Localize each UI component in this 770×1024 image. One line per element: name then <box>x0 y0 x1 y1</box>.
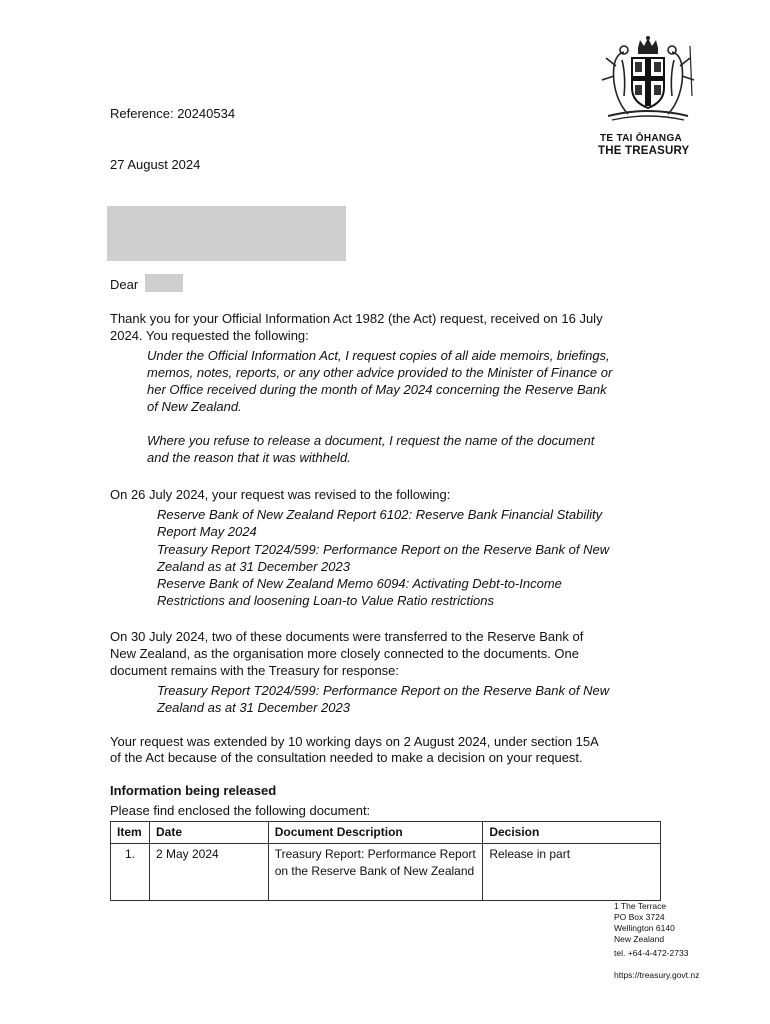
revised-document-line: Treasury Report T2024/599: Performance Report on the Reserve Bank of New <box>157 542 610 557</box>
coat-of-arms-logo <box>594 36 702 126</box>
table-row <box>111 844 661 901</box>
intro-paragraph-line: 2024. You requested the following: <box>110 328 309 343</box>
cell-description: Treasury Report: Performance Report on the Reserve Bank of New Zealand <box>268 844 483 901</box>
brand-name: THE TREASURY <box>598 145 690 157</box>
table-header-row <box>111 822 661 844</box>
cell-item: 1. <box>111 844 150 901</box>
extension-paragraph-line: Your request was extended by 10 working days on 2 August 2024, under section 15A <box>110 734 599 749</box>
revised-document-line: Zealand as at 31 December 2023 <box>157 559 350 574</box>
request-quote-line: and the reason that it was withheld. <box>147 450 351 465</box>
revised-document-line: Reserve Bank of New Zealand Report 6102: Reserve Bank Financial Stability <box>157 507 603 522</box>
extension-paragraph-line: of the Act because of the consultation needed to make a decision on your request. <box>110 750 583 765</box>
footer-address-line: New Zealand <box>614 934 665 944</box>
letter-date: 27 August 2024 <box>110 157 201 172</box>
cell-date: 2 May 2024 <box>149 844 268 901</box>
request-quote-line: of New Zealand. <box>147 399 242 414</box>
cell-decision: Release in part <box>483 844 661 901</box>
section-heading: Information being released <box>110 783 277 798</box>
brand-maori-name: TE TAI ŌHANGA <box>600 133 683 144</box>
revised-document-line: Restrictions and loosening Loan-to Value Ratio restrictions <box>157 593 494 608</box>
revised-request-paragraph: On 26 July 2024, your request was revised to the following: <box>110 487 451 502</box>
documents-table <box>110 821 661 901</box>
salutation: Dear <box>110 277 139 292</box>
column-header-date: Date <box>149 822 268 844</box>
remaining-document-line: Zealand as at 31 December 2023 <box>157 700 350 715</box>
transfer-paragraph-line: New Zealand, as the organisation more closely connected to the documents. One <box>110 646 579 661</box>
footer-website-link[interactable]: https://treasury.govt.nz <box>614 970 700 980</box>
request-quote-line: her Office received during the month of May 2024 concerning the Reserve Bank <box>147 382 607 397</box>
footer-address-line: 1 The Terrace <box>614 901 667 911</box>
transfer-paragraph-line: On 30 July 2024, two of these documents were transferred to the Reserve Bank of <box>110 629 584 644</box>
column-header-item: Item <box>111 822 150 844</box>
revised-document-line: Reserve Bank of New Zealand Memo 6094: Activating Debt-to-Income <box>157 576 562 591</box>
request-quote-line: Under the Official Information Act, I request copies of all aide memoirs, briefings, <box>147 348 610 363</box>
footer-address-line: PO Box 3724 <box>614 912 665 922</box>
redacted-address-block <box>107 206 346 261</box>
column-header-description: Document Description <box>268 822 483 844</box>
request-quote-line: Where you refuse to release a document, I request the name of the document <box>147 433 595 448</box>
revised-document-line: Report May 2024 <box>157 524 257 539</box>
reference-line: Reference: 20240534 <box>110 106 236 121</box>
transfer-paragraph-line: document remains with the Treasury for response: <box>110 663 400 678</box>
footer-address-line: Wellington 6140 <box>614 923 675 933</box>
remaining-document-line: Treasury Report T2024/599: Performance Report on the Reserve Bank of New <box>157 683 610 698</box>
section-intro: Please find enclosed the following document: <box>110 803 371 818</box>
footer-telephone: tel. +64-4-472-2733 <box>614 948 689 958</box>
redacted-name <box>145 274 183 292</box>
intro-paragraph-line: Thank you for your Official Information Act 1982 (the Act) request, received on 16 July <box>110 311 603 326</box>
request-quote-line: memos, notes, reports, or any other advice provided to the Minister of Finance or <box>147 365 613 380</box>
column-header-decision: Decision <box>483 822 661 844</box>
